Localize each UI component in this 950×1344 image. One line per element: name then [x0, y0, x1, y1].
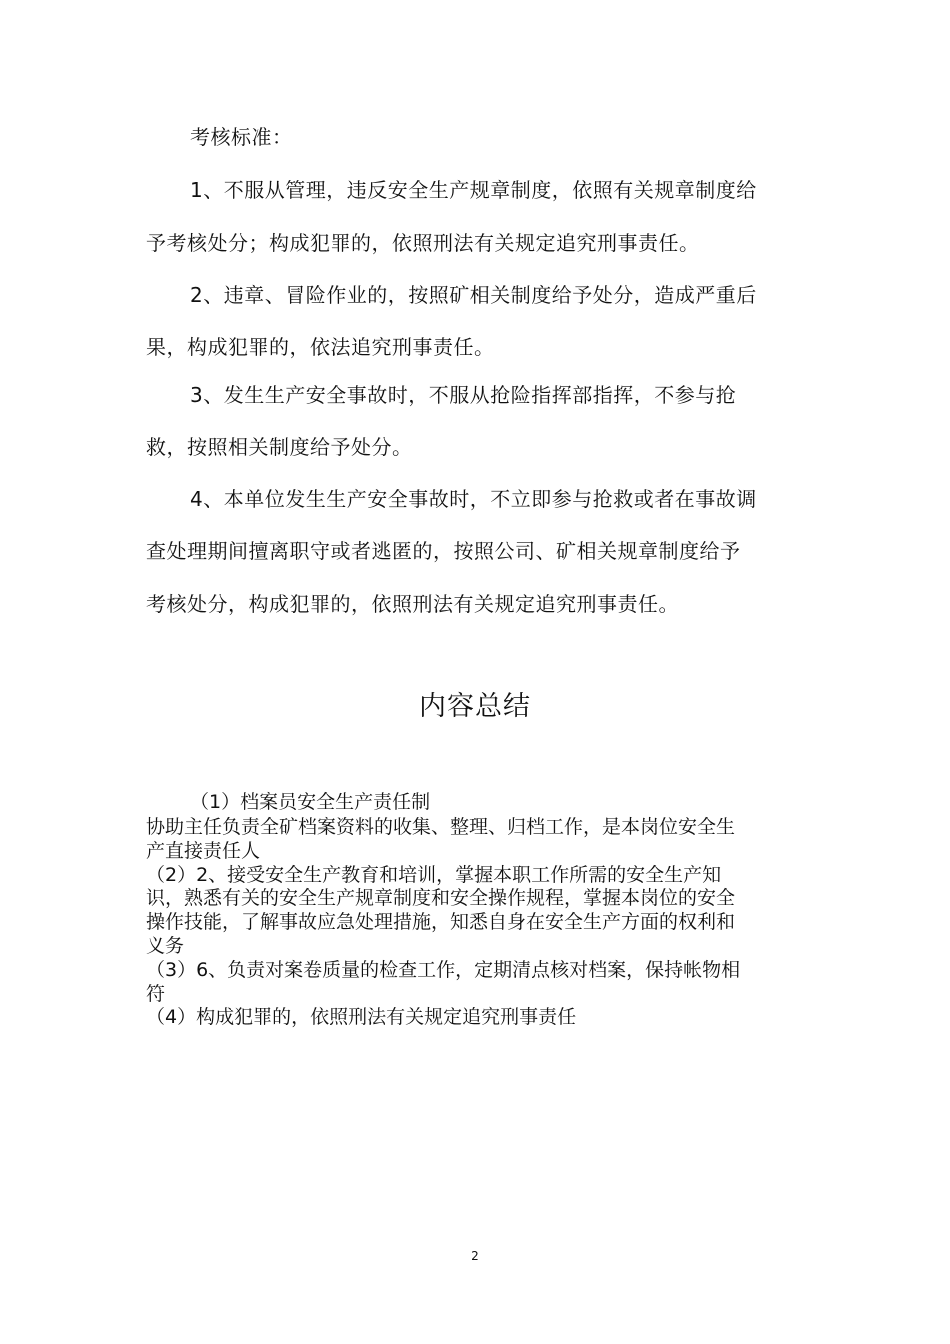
assessment-item-2-line-2: 果，构成犯罪的，依法追究刑事责任。 — [146, 335, 495, 359]
summary-title: 内容总结 — [419, 691, 531, 722]
assessment-item-2-line-1: 2、违章、冒险作业的，按照矿相关制度给予处分，造成严重后 — [190, 283, 757, 307]
summary-line-6: 操作技能，了解事故应急处理措施，知悉自身在安全生产方面的权利和 — [146, 911, 736, 933]
assessment-item-3-line-2: 救，按照相关制度给予处分。 — [146, 435, 413, 459]
summary-line-2: 协助主任负责全矿档案资料的收集、整理、归档工作，是本岗位安全生 — [146, 816, 736, 838]
assessment-item-1-line-2: 予考核处分；构成犯罪的，依照刑法有关规定追究刑事责任。 — [146, 231, 700, 255]
summary-line-3: 产直接责任人 — [146, 840, 261, 862]
summary-line-5: 识，熟悉有关的安全生产规章制度和安全操作规程，掌握本岗位的安全 — [146, 887, 736, 909]
summary-line-10: （4）构成犯罪的，依照刑法有关规定追究刑事责任 — [146, 1006, 577, 1028]
assessment-item-4-line-3: 考核处分，构成犯罪的，依照刑法有关规定追究刑事责任。 — [146, 592, 679, 616]
assessment-item-4-line-2: 查处理期间擅离职守或者逃匿的，按照公司、矿相关规章制度给予 — [146, 539, 741, 563]
assessment-item-3-line-1: 3、发生生产安全事故时，不服从抢险指挥部指挥，不参与抢 — [190, 383, 737, 407]
summary-line-9: 符 — [146, 983, 166, 1005]
assessment-item-4-line-1: 4、本单位发生生产安全事故时，不立即参与抢救或者在事故调 — [190, 487, 757, 511]
summary-line-1: （1）档案员安全生产责任制 — [190, 791, 431, 813]
summary-line-8: （3）6、负责对案卷质量的检查工作，定期清点核对档案，保持帐物相 — [146, 959, 741, 981]
summary-line-4: （2）2、接受安全生产教育和培训，掌握本职工作所需的安全生产知 — [146, 864, 722, 886]
assessment-heading: 考核标准： — [190, 125, 293, 149]
assessment-item-1-line-1: 1、不服从管理，违反安全生产规章制度，依照有关规章制度给 — [190, 178, 757, 202]
summary-line-7: 义务 — [146, 935, 185, 957]
page-number: 2 — [471, 1249, 479, 1263]
